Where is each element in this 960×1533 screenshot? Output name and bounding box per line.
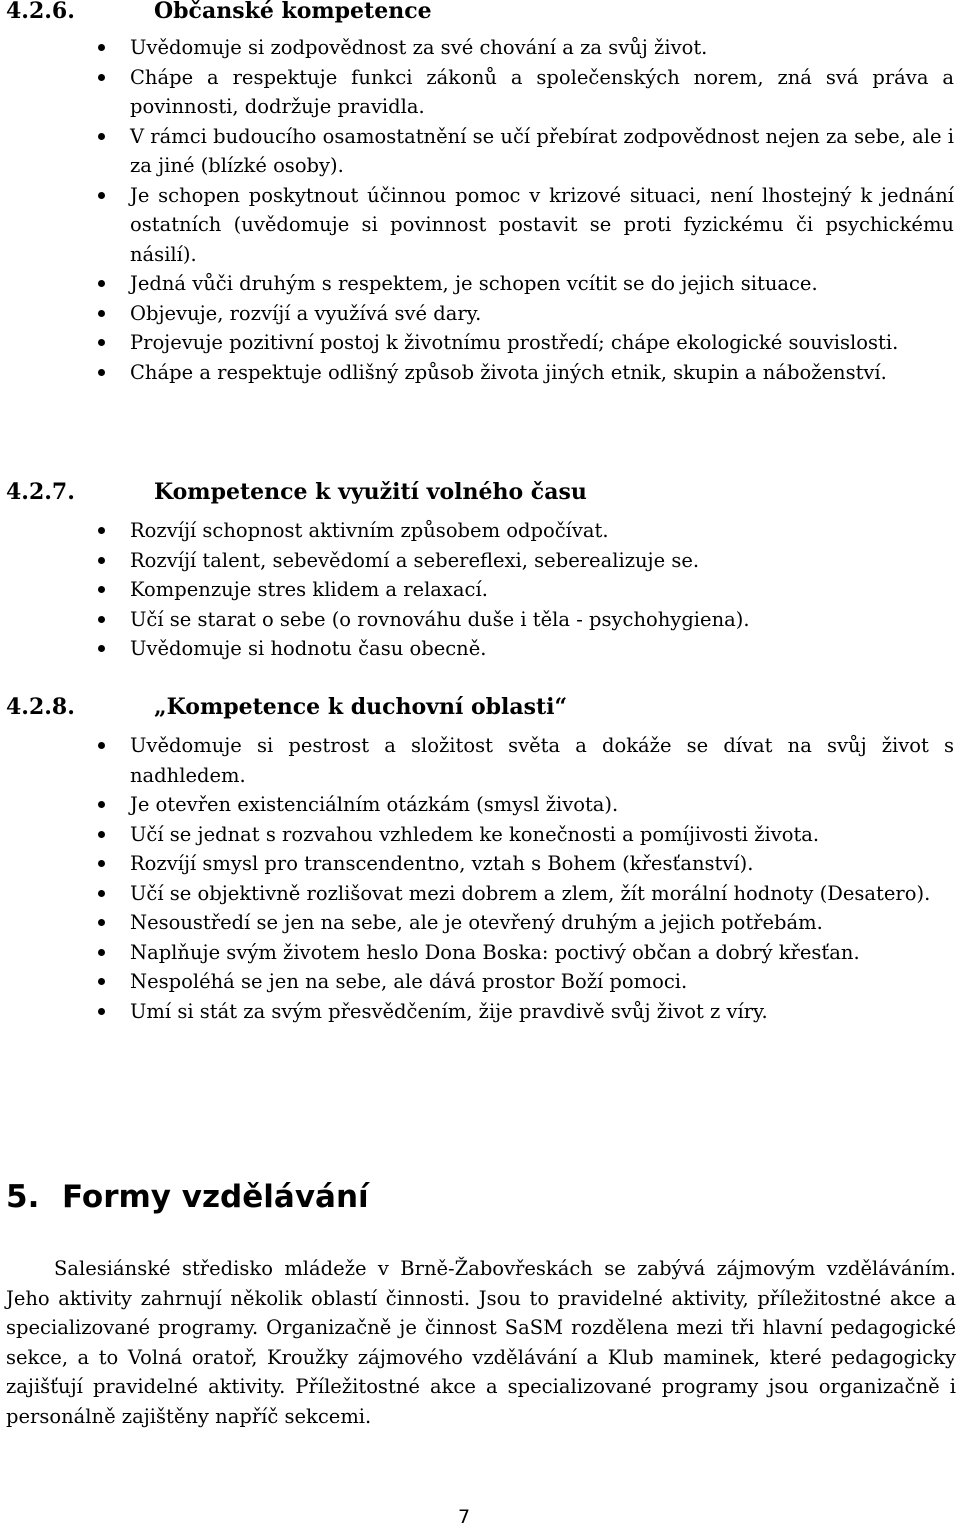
- list-item: Rozvíjí schopnost aktivním způsobem odpočívat.: [0, 516, 958, 546]
- list-item: Umí si stát za svým přesvědčením, žije pravdivě svůj život z víry.: [0, 997, 958, 1027]
- list-item: Je schopen poskytnout účinnou pomoc v krizové situaci, není lhostejný k jednání ostatních (uvědomuje si povinnost postavit se proti fyzickému či psychickému násilí).: [0, 181, 958, 270]
- bullet-icon: [98, 978, 105, 985]
- list-item: Kompenzuje stres klidem a relaxací.: [0, 575, 958, 605]
- bullet-list-civic: [0, 33, 958, 387]
- bullet-icon: [98, 74, 105, 81]
- section-title: Občanské kompetence: [154, 0, 432, 24]
- list-item: Učí se jednat s rozvahou vzhledem ke konečnosti a pomíjivosti života.: [0, 820, 958, 850]
- list-item: Objevuje, rozvíjí a využívá své dary.: [0, 299, 958, 329]
- bullet-icon: [98, 801, 105, 808]
- list-item: Je otevřen existenciálním otázkám (smysl života).: [0, 790, 958, 820]
- list-item: Chápe a respektuje funkci zákonů a společenských norem, zná svá práva a povinnosti, dodržuje pravidla.: [0, 63, 958, 122]
- section-title: Kompetence k využití volného času: [154, 479, 587, 505]
- list-item: Nespoléhá se jen na sebe, ale dává prostor Boží pomoci.: [0, 967, 958, 997]
- bullet-icon: [98, 369, 105, 376]
- chapter-paragraph: Salesiánské středisko mládeže v Brně-Žabovřeskách se zabývá zájmovým vzděláváním. Jeho aktivity zahrnují několik oblastí činnosti. Jsou to pravidelné aktivity, příležitostné akce a specializované programy. Organizačně je činnost SaSM rozdělena mezi tři hlavní pedagogické sekce, a to Volná oratoř, Kroužky zájmového vzdělávání a Klub maminek, které pedagogicky zajišťují pravidelné aktivity. Příležitostné akce a specializované programy jsou organizačně i personálně zajištěny napříč sekcemi.: [6, 1257, 956, 1428]
- bullet-icon: [98, 645, 105, 652]
- bullet-icon: [98, 586, 105, 593]
- bullet-icon: [98, 133, 105, 140]
- bullet-icon: [98, 192, 105, 199]
- bullet-icon: [98, 557, 105, 564]
- list-item: Rozvíjí smysl pro transcendentno, vztah s Bohem (křesťanství).: [0, 849, 958, 879]
- list-item: Nesoustředí se jen na sebe, ale je otevřený druhým a jejich potřebám.: [0, 908, 958, 938]
- bullet-list-spiritual: [0, 731, 958, 1026]
- list-item: Rozvíjí talent, sebevědomí a sebereflexi, seberealizuje se.: [0, 546, 958, 576]
- section-number: 4.2.6.: [6, 0, 75, 24]
- chapter-number: 5.: [6, 1179, 40, 1215]
- section-number: 4.2.7.: [6, 479, 75, 505]
- list-item: Uvědomuje si pestrost a složitost světa a dokáže se dívat na svůj život s nadhledem.: [0, 731, 958, 790]
- page-number: 7: [457, 1506, 471, 1528]
- bullet-icon: [98, 280, 105, 287]
- list-item: Jedná vůči druhým s respektem, je schopen vcítit se do jejich situace.: [0, 269, 958, 299]
- bullet-icon: [98, 1008, 105, 1015]
- list-item: Učí se starat o sebe (o rovnováhu duše i těla - psychohygiena).: [0, 605, 958, 635]
- bullet-icon: [98, 831, 105, 838]
- section-title: „Kompetence k duchovní oblasti“: [154, 694, 568, 720]
- list-item: Uvědomuje si zodpovědnost za své chování a za svůj život.: [0, 33, 958, 63]
- bullet-icon: [98, 44, 105, 51]
- list-item: Uvědomuje si hodnotu času obecně.: [0, 634, 958, 664]
- list-item: Chápe a respektuje odlišný způsob života jiných etnik, skupin a náboženství.: [0, 358, 958, 388]
- chapter-title: Formy vzdělávání: [62, 1179, 369, 1215]
- list-item: Projevuje pozitivní postoj k životnímu prostředí; chápe ekologické souvislosti.: [0, 328, 958, 358]
- list-item: Učí se objektivně rozlišovat mezi dobrem a zlem, žít morální hodnoty (Desatero).: [0, 879, 958, 909]
- list-item: V rámci budoucího osamostatnění se učí přebírat zodpovědnost nejen za sebe, ale i za jiné (blízké osoby).: [0, 122, 958, 181]
- bullet-list-leisure: [0, 516, 958, 664]
- section-number: 4.2.8.: [6, 694, 75, 720]
- bullet-icon: [98, 310, 105, 317]
- bullet-icon: [98, 890, 105, 897]
- bullet-icon: [98, 949, 105, 956]
- list-item: Naplňuje svým životem heslo Dona Boska: poctivý občan a dobrý křesťan.: [0, 938, 958, 968]
- bullet-icon: [98, 339, 105, 346]
- bullet-icon: [98, 860, 105, 867]
- bullet-icon: [98, 527, 105, 534]
- bullet-icon: [98, 616, 105, 623]
- bullet-icon: [98, 742, 105, 749]
- bullet-icon: [98, 919, 105, 926]
